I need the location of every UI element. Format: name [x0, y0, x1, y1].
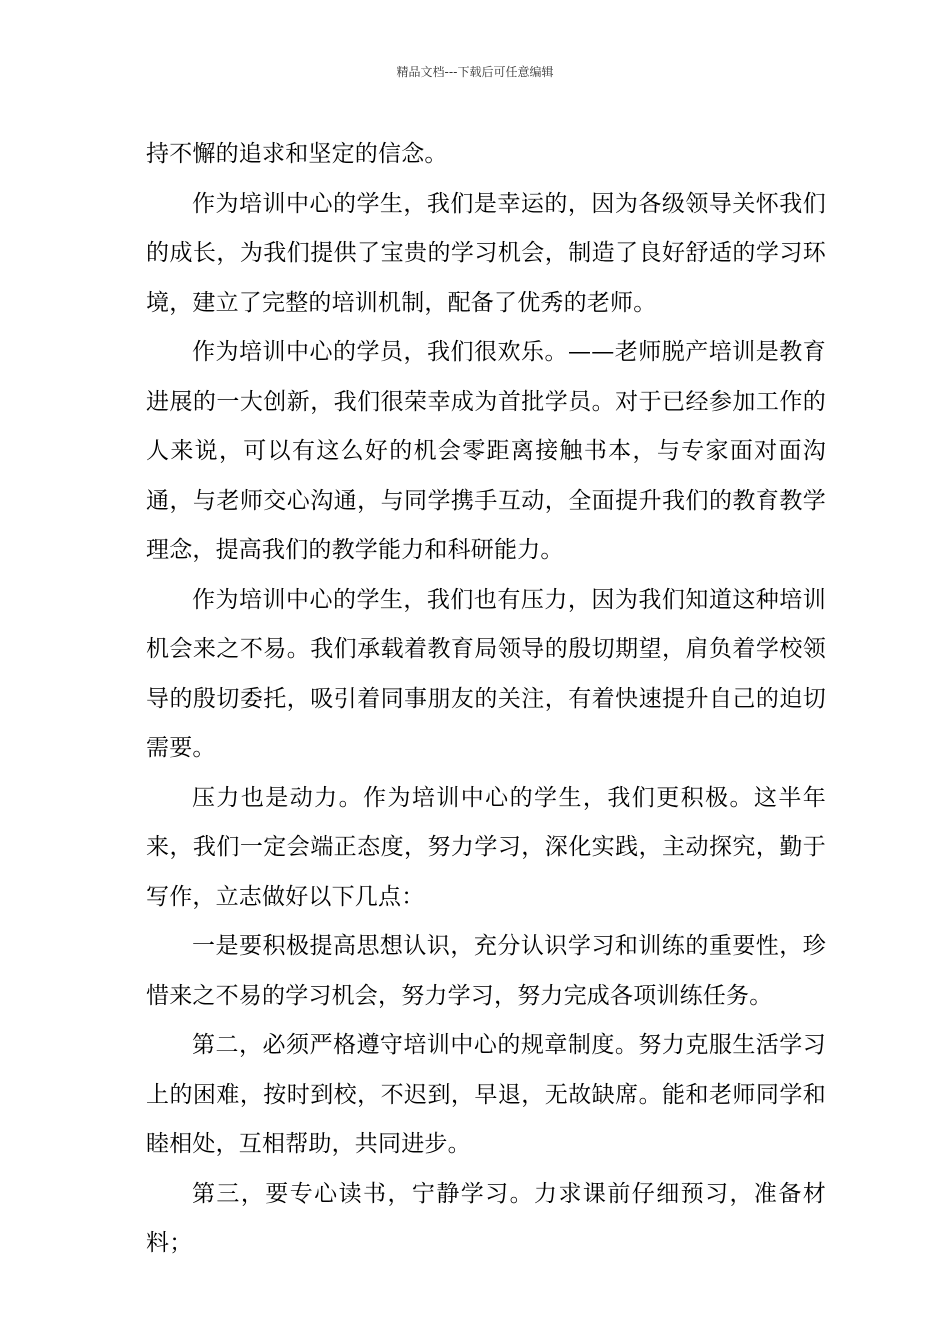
paragraph: 持不懈的追求和坚定的信念。 — [146, 141, 448, 167]
page-header: 精品文档---下载后可任意编辑 — [396, 65, 554, 79]
paragraph: 一是要积极提高思想认识，充分认识学习和训练的重要性，珍惜来之不易的学习机会，努力学习，努力完成各项训练任务。 — [146, 933, 826, 1009]
paragraph: 作为培训中心的学生，我们也有压力，因为我们知道这种培训机会来之不易。我们承载着教育局领导的殷切期望，肩负着学校领导的殷切委托，吸引着同事朋友的关注，有着快速提升自己的迫切需要。 — [146, 586, 826, 761]
paragraph: 作为培训中心的学生，我们是幸运的，因为各级领导关怀我们的成长，为我们提供了宝贵的学习机会，制造了良好舒适的学习环境，建立了完整的培训机制，配备了优秀的老师。 — [146, 190, 826, 316]
paragraph: 压力也是动力。作为培训中心的学生，我们更积极。这半年来，我们一定会端正态度，努力学习，深化实践，主动探究，勤于写作，立志做好以下几点： — [146, 784, 826, 910]
document-body — [146, 130, 826, 1269]
paragraph: 作为培训中心的学员，我们很欢乐。——老师脱产培训是教育进展的一大创新，我们很荣幸成为首批学员。对于已经参加工作的人来说，可以有这么好的机会零距离接触书本，与专家面对面沟通，与老师交心沟通，与同学携手互动，全面提升我们的教育教学理念，提高我们的教学能力和科研能力。 — [146, 339, 826, 563]
paragraph: 第三，要专心读书，宁静学习。力求课前仔细预习，准备材料； — [146, 1180, 826, 1256]
paragraph: 第二，必须严格遵守培训中心的规章制度。努力克服生活学习上的困难，按时到校，不迟到，早退，无故缺席。能和老师同学和睦相处，互相帮助，共同进步。 — [146, 1032, 826, 1157]
